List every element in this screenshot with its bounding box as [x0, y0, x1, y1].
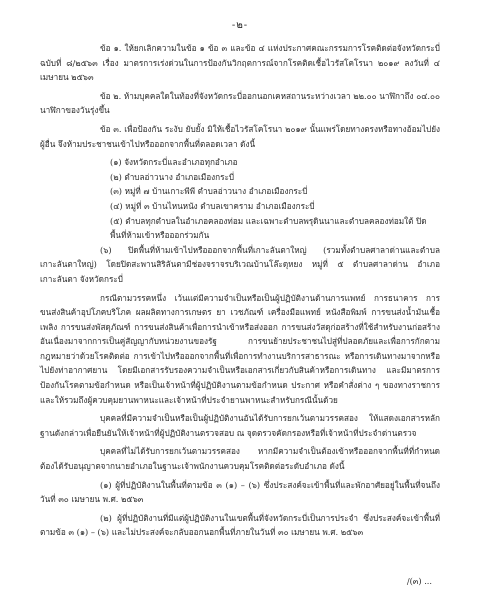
subparagraph-6: (๖) ปิดพื้นที่ห้ามเข้าไปหรือออกจากพื้นที่เกาะลันตาใหญ่ (รวมทั้งตำบลศาลาด่านและตำบลเกาะลันตาใหญ่) โดยปิดสะพานสิริลันตามีช่องจราจรบริเวณบ้านโล๊ะดุหยง หมู่ที่ ๕ ตำบลศาลาด่าน อำเภอเกาะลันตา จังหวัดกระบี่: [40, 244, 440, 284]
list-item: (๒) ตำบลอ่าวนาง อำเภอเมืองกระบี่: [110, 171, 235, 182]
clause-3: ข้อ ๓. เพื่อป้องกัน ระงับ ยับยั้ง มิให้เชื้อไวรัสโคโรนา ๒๐๑๙ นั้นแพร่โดยทางตรงหรือทางอ้อมไปยังผู้อื่น จึงห้ามประชาชนเข้าไปหรือออกจากพื้นที่ตลอดเวลา ดังนี้: [40, 123, 440, 149]
list-item: (๕) ตำบลทุกตำบลในอำเภอคลองท่อม และเฉพาะตำบลพรุดินนาและตำบลคลองท่อมใต้ ปิดพื้นที่ห้ามเข้าหรือออกร่วมกัน: [110, 215, 427, 241]
permit-item: (๑) ผู้ที่ปฏิบัติงานในพื้นที่ตามข้อ ๓ (๑) – (๖) ซึ่งประสงค์จะเข้าพื้นที่และพักอาศัยอยู่ในพื้นที่จนถึงวันที่ ๓๐ เมษายน พ.ศ. ๒๕๖๓: [40, 479, 440, 505]
permit-item: (๒) ผู้ที่ปฏิบัติงานที่มีแต่ผู้ปฏิบัติงานในเขตพื้นที่จังหวัดกระบี่เป็นการประจำ ซึ่งประสงค์จะเข้าพื้นที่ตามข้อ ๓ (๑) – (๖) และไม่ประสงค์จะกลับออกนอกพื้นที่ภายในวันที่ ๓๐ เมษายน พ.ศ. ๒๕๖๓: [40, 512, 440, 538]
list-item: (๓) หมู่ที่ ๗ บ้านเกาะพีพี ตำบลอ่าวนาง อำเภอเมืองกระบี่: [110, 186, 308, 197]
exemption-paragraph: บุคคลที่มีความจำเป็นหรือเป็นผู้ปฏิบัติงานอันได้รับการยกเว้นตามวรรคสอง ให้แสดงเอกสารหลักฐานดังกล่าวเพื่อยืนยันให้เจ้าหน้าที่ผู้ปฏิบัติงานตรวจสอบ ณ จุดตรวจคัดกรองหรือที่เจ้าหน้าที่ประจำด่านตรวจ: [40, 413, 440, 438]
exemption-paragraph: บุคคลที่ไม่ได้รับการยกเว้นตามวรรคสอง หากมีความจำเป็นต้องเข้าหรือออกจากพื้นที่ที่กำหนด ต้องได้รับอนุญาตจากนายอำเภอในฐานะเจ้าพนักงานควบคุมโรคติดต่อระดับอำเภอ ดังนี้: [40, 446, 440, 472]
clause-2: ข้อ ๒. ห้ามบุคคลใดในท้องที่จังหวัดกระบี่ออกนอกเคหสถานระหว่างเวลา ๒๒.๐๐ นาฬิกาถึง ๐๔.๐๐ นาฬิกาของวันรุ่งขึ้น: [40, 90, 440, 116]
list-item: (๑) จังหวัดกระบี่และอำเภอทุกอำเภอ: [110, 157, 238, 168]
list-item: (๔) หมู่ที่ ๓ บ้านไหนหนัง ตำบลเขาคราม อำเภอเมืองกระบี่: [110, 200, 315, 211]
continuation-marker: /(๓) ...: [406, 576, 432, 586]
clause-1: ข้อ ๑. ให้ยกเลิกความในข้อ ๑ ข้อ ๓ และข้อ ๔ แห่งประกาศคณะกรรมการโรคติดต่อจังหวัดกระบี่ ฉบับที่ ๘/๒๕๖๓ เรื่อง มาตรการเร่งด่วนในการป้องกันวิกฤตการณ์จากโรคติดเชื้อไวรัสโคโรนา ๒๐๑๙ ลงวันที่ ๔ เมษายน ๒๕๖๓: [40, 43, 440, 83]
exemption-paragraph: กรณีตามวรรคหนึ่ง เว้นแต่มีความจำเป็นหรือเป็นผู้ปฏิบัติงานด้านการแพทย์ การธนาคาร การขนส่งสินค้าอุปโภคบริโภค ผลผลิตทางการเกษตร ยา เวชภัณฑ์ เครื่องมือแพทย์ หนังสือพิมพ์ การขนส่งน้ำมันเชื้อเพลิง การขนส่งพัสดุภัณฑ์ การขนส่งสินค้าเพื่อการนำเข้าหรือส่งออก การขนส่งวัสดุก่อสร้างที่ใช้สำหรับงานก่อสร้างอันเนื่องมาจากการเป็นคู่สัญญากับหน่วยงานของรัฐ การขนย้ายประชาชนไปสู่ที่ปลอดภัยและเพื่อการกักตามกฎหมายว่าด้วยโรคติดต่อ การเข้าไปหรือออกจากพื้นที่เพื่อการทำงานบริการสาธารณะ หรือการเดินทางมาจากหรือไปยังท่าอากาศยาน โดยมีเอกสารรับรองความจำเป็นหรือเอกสารเกี่ยวกับสินค้าหรือการเดินทาง และมีมาตรการป้องกันโรคตามข้อกำหนด หรือเป็นเจ้าหน้าที่ผู้ปฏิบัติงานตามข้อกำหนด ประกาศ หรือคำสั่งต่าง ๆ ของทางราชการ และให้รวมถึงผู้ควบคุมยานพาหนะและเจ้าหน้าที่ประจำยานพาหนะสำหรับกรณีนั้นด้วย: [40, 292, 440, 405]
page-number: -๒-: [231, 20, 249, 31]
